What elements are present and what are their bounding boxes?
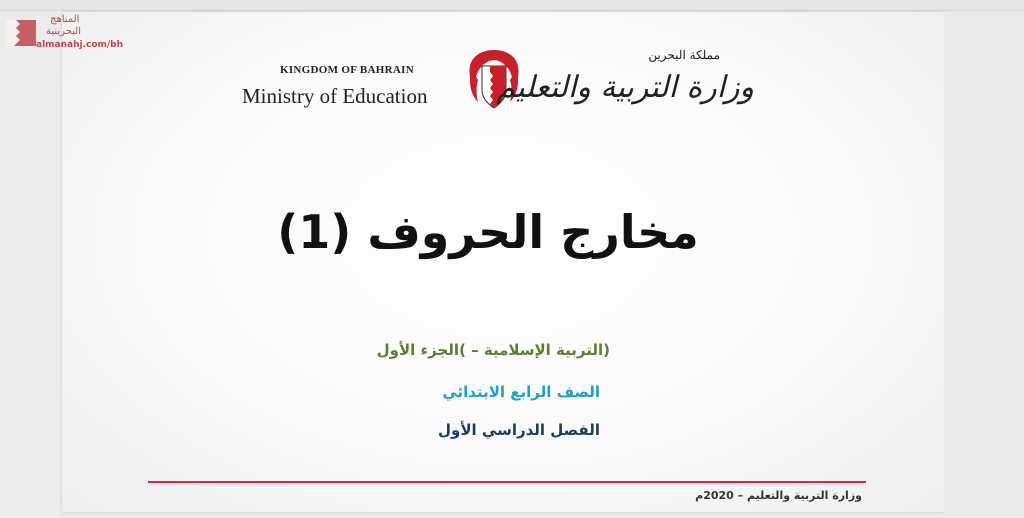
semester-label: الفصل الدراسي الأول	[438, 421, 600, 439]
ministry-arabic-label: وزارة التربية والتعليم	[496, 70, 754, 105]
subject-label: التربية الإسلامية – )الجزء الأول)	[376, 341, 610, 359]
footer-divider	[148, 481, 866, 483]
window-top-bar	[0, 0, 1024, 11]
slide-title: مخارج الحروف (1)	[277, 205, 699, 259]
watermark-url: almanahj.com/bh	[36, 40, 124, 50]
bahrain-flag-icon	[6, 20, 36, 46]
right-margin-panel	[944, 12, 1024, 518]
watermark-line-2: البحرينية	[46, 26, 81, 37]
kingdom-english-label: KINGDOM OF BAHRAIN	[280, 64, 414, 76]
ministry-english-label: Ministry of Education	[242, 84, 428, 108]
watermark-line-1: المناهج	[50, 14, 80, 25]
kingdom-arabic-label: مملكة البحرين	[648, 48, 720, 62]
site-watermark-logo	[6, 14, 126, 54]
grade-label: الصف الرابع الابتدائي	[442, 383, 600, 401]
footer-text: وزارة التربية والتعليم – 2020م	[695, 489, 862, 502]
